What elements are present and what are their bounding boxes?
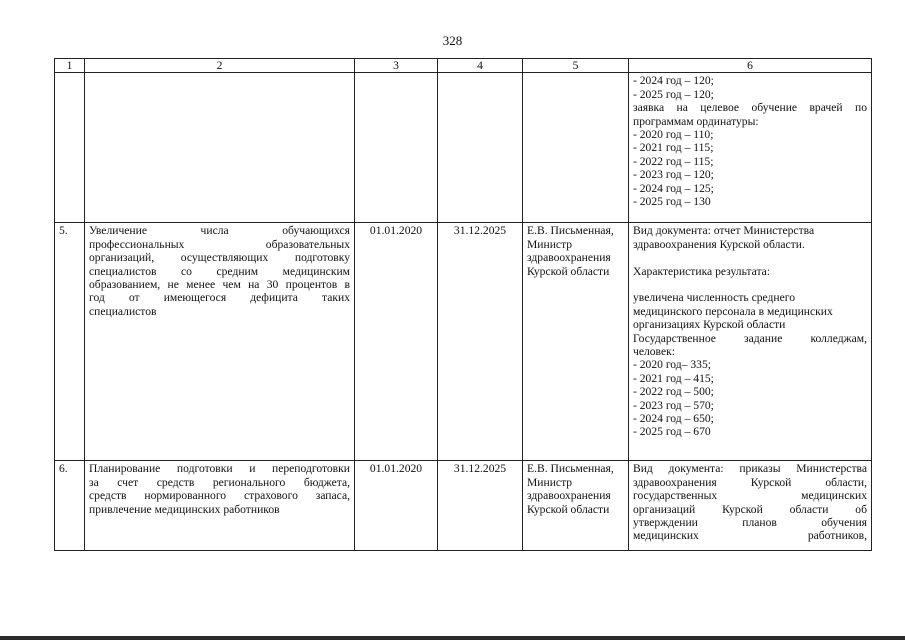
text-line: утверждении планов обучения [633,516,867,530]
row-number: 6. [55,461,85,551]
text-line: Курской области [527,502,610,516]
text-line: здравоохранения [527,251,611,265]
result-cell [629,461,872,551]
text-line: Е.В. Письменная, [527,224,614,238]
text-line: Характеристика результата: [633,264,771,278]
text-line: - 2021 год – 115; [633,141,714,155]
plan-table [54,58,872,551]
text-line: специалистов со средним медицинским [89,264,350,278]
cell-empty [523,73,629,223]
blank-line [633,278,867,291]
text-line: человек: [633,345,675,359]
header-col-3: 3 [355,59,438,73]
text-line: - 2024 год – 650; [633,412,714,426]
text-line: - 2022 год – 500; [633,385,714,399]
text-line: - 2025 год – 130 [633,195,711,209]
text-line: Е.В. Письменная, [527,462,614,476]
table-row-continuation [55,73,872,223]
text-line: медицинского персонала в медицинских [633,304,833,318]
start-date: 01.01.2020 [355,223,438,461]
text-line: организаций, осуществляющих подготовку [89,251,350,265]
text-line: Министр [527,237,573,251]
event-description-cell [85,223,355,461]
text-line: увеличена численность среднего [633,291,796,305]
text-line: государственных медицинских [633,489,867,503]
header-col-6: 6 [629,59,872,73]
event-description-cell [85,461,355,551]
text-line: здравоохранения Курской области. [633,237,805,251]
text-line: за счет средств регионального бюджета, [89,475,350,489]
header-col-2: 2 [85,59,355,73]
end-date: 31.12.2025 [438,223,523,461]
text-line: - 2025 год – 120; [633,87,714,101]
responsible-cell [523,461,629,551]
text-line: привлечение медицинских работников [89,502,280,516]
text-line: Курской области [527,264,610,278]
text-line: Планирование подготовки и переподготовки [89,462,350,476]
responsible-cell [523,223,629,461]
text-line: Увеличение числа обучающихся [89,224,350,238]
text-line: медицинских работников, [633,529,867,543]
cell-empty [355,73,438,223]
start-date: 01.01.2020 [355,461,438,551]
text-line: здравоохранения [527,489,611,503]
text-line: - 2024 год – 120; [633,74,714,88]
text-line: программам ординатуры: [633,114,759,128]
page-number: 328 [442,33,463,48]
text-line: Вид документа: отчет Министерства [633,224,815,238]
text-line: - 2021 год – 415; [633,371,714,385]
text-line: организаций Курской области об [633,502,867,516]
text-line: здравоохранения Курской области, [633,475,867,489]
text-line: - 2025 год – 670 [633,425,711,439]
header-col-4: 4 [438,59,523,73]
text-line: образованием, не менее чем на 30 процентов в [89,278,350,292]
end-date: 31.12.2025 [438,461,523,551]
text-line: профессиональных образовательных [89,237,350,251]
result-cell [629,223,872,461]
continuation-result-cell [629,73,872,223]
text-line: - 2023 год – 570; [633,398,714,412]
text-line: год от имеющегося дефицита таких [89,291,350,305]
header-col-5: 5 [523,59,629,73]
text-line: - 2024 год – 125; [633,181,714,195]
table-header-row [55,59,872,73]
text-line: специалистов [89,304,157,318]
text-line: Государственное задание колледжам, [633,331,867,345]
text-line: - 2020 год– 335; [633,358,711,372]
header-col-1: 1 [55,59,85,73]
text-line: - 2020 год – 110; [633,128,714,142]
blank-line [633,251,867,264]
text-line: средств нормированного страхового запаса, [89,489,350,503]
text-line: заявка на целевое обучение врачей по [633,101,867,115]
cell-empty [438,73,523,223]
cell-empty [85,73,355,223]
text-line: Министр [527,475,573,489]
text-line: - 2022 год – 115; [633,154,714,168]
row-number: 5. [55,223,85,461]
scan-bottom-border [0,636,905,640]
table-row-5 [55,223,872,461]
text-line: организациях Курской области [633,318,786,332]
cell-empty [55,73,85,223]
text-line: Вид документа: приказы Министерства [633,462,867,476]
table-row-6 [55,461,872,551]
text-line: - 2023 год – 120; [633,168,714,182]
